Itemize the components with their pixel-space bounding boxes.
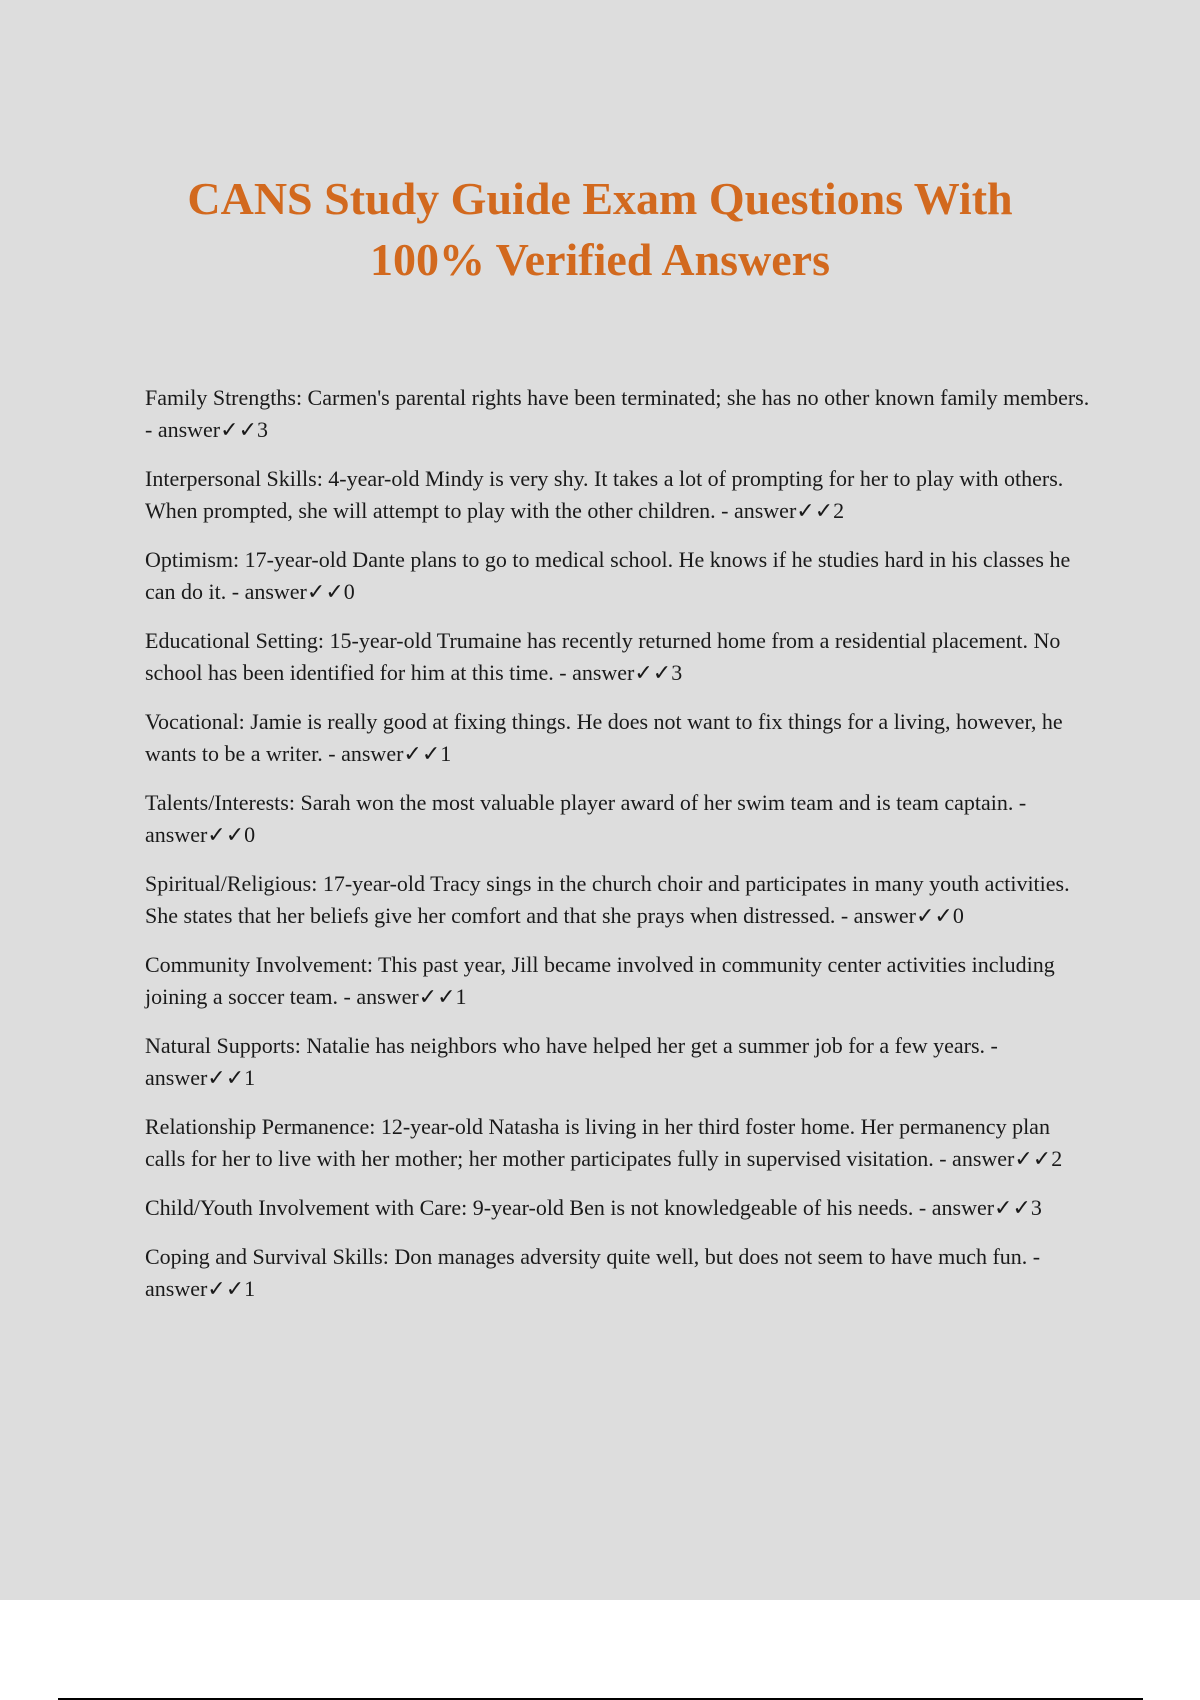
question-item: Child/Youth Involvement with Care: 9-year-old Ben is not knowledgeable of his needs. - answer✓✓3 xyxy=(145,1195,1042,1220)
document-title xyxy=(0,168,1200,290)
question-item: Vocational: Jamie is really good at fixing things. He does not want to fix things for a living, however, he wants to be a writer. - answer✓✓1 xyxy=(145,709,1063,766)
question-item: Community Involvement: This past year, Jill became involved in community center activities including joining a soccer team. - answer✓✓1 xyxy=(145,952,1055,1009)
question-item: Optimism: 17-year-old Dante plans to go to medical school. He knows if he studies hard in his classes he can do it. - answer✓✓0 xyxy=(145,547,1071,604)
question-item: Natural Supports: Natalie has neighbors who have helped her get a summer job for a few years. - answer✓✓1 xyxy=(145,1033,998,1090)
question-list xyxy=(145,382,1090,1322)
question-item: Interpersonal Skills: 4-year-old Mindy is very shy. It takes a lot of prompting for her to play with others. When prompted, she will attempt to play with the other children. - answer✓✓2 xyxy=(145,466,1064,523)
question-item: Relationship Permanence: 12-year-old Natasha is living in her third foster home. Her permanency plan calls for her to live with her mother; her mother participates fully in supervised visitation. - answer✓✓2 xyxy=(145,1114,1063,1171)
question-item: Family Strengths: Carmen's parental rights have been terminated; she has no other known family members. - answer✓✓3 xyxy=(145,385,1090,442)
question-item: Coping and Survival Skills: Don manages adversity quite well, but does not seem to have much fun. - answer✓✓1 xyxy=(145,1244,1041,1301)
title-line-1: CANS Study Guide Exam Questions With xyxy=(187,173,1013,224)
question-item: Educational Setting: 15-year-old Trumaine has recently returned home from a residential placement. No school has been identified for him at this time. - answer✓✓3 xyxy=(145,628,1061,685)
question-item: Talents/Interests: Sarah won the most valuable player award of her swim team and is team captain. - answer✓✓0 xyxy=(145,790,1027,847)
question-item: Spiritual/Religious: 17-year-old Tracy sings in the church choir and participates in many youth activities. She states that her beliefs give her comfort and that she prays when distressed. - answer✓✓0 xyxy=(145,871,1070,928)
title-line-2: 100% Verified Answers xyxy=(370,234,830,285)
